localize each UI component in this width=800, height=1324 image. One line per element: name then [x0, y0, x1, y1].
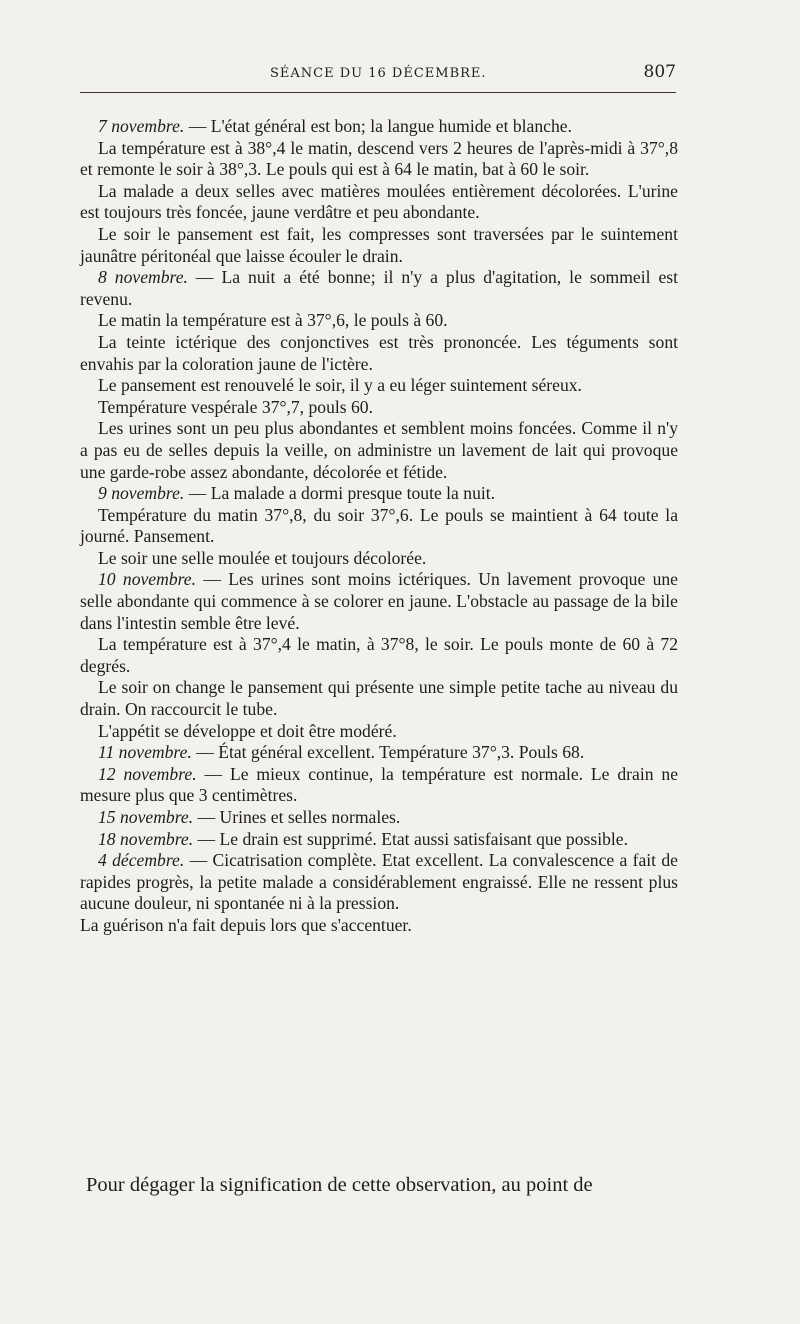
- entry-date: 8 novembre.: [98, 267, 188, 288]
- paragraph: [80, 915, 678, 937]
- paragraph-text: — La malade a dormi presque toute la nuit.: [184, 483, 496, 504]
- paragraph: [80, 267, 678, 310]
- paragraph-text: Le soir on change le pansement qui présente une simple petite tache au niveau du drain. On raccourcit le tube.: [80, 677, 678, 720]
- paragraph: [80, 138, 678, 181]
- paragraph: [80, 397, 678, 419]
- paragraph: [80, 850, 678, 915]
- paragraph-text: Température du matin 37°,8, du soir 37°,6. Le pouls se maintient à 64 toute la journé. Pansement.: [80, 504, 678, 547]
- entry-date: 10 novembre.: [98, 569, 197, 590]
- paragraph-text: La guérison n'a fait depuis lors que s'accentuer.: [80, 914, 412, 935]
- closing-line: Pour dégager la signification de cette observation, au point de: [86, 1174, 593, 1196]
- paragraph-text: La malade a deux selles avec matières moulées entièrement décolorées. L'urine est toujours très foncée, jaune verdâtre et peu abondante.: [80, 180, 678, 223]
- paragraph: [80, 634, 678, 677]
- paragraph: [80, 505, 678, 548]
- paragraph-text: Le soir le pansement est fait, les compresses sont traversées par le suintement jaunâtre péritonéal que laisse écouler le drain.: [80, 223, 678, 266]
- paragraph: [80, 721, 678, 743]
- paragraph: [80, 548, 678, 570]
- entry-date: 11 novembre.: [98, 742, 192, 763]
- page-number: 807: [643, 62, 676, 82]
- paragraph-text: — Les urines sont moins ictériques. Un lavement provoque une selle abondante qui commence à se colorer en jaune. L'obstacle au passage de la bile dans l'intestin semble être levé.: [80, 569, 678, 633]
- entry-date: 18 novembre.: [98, 828, 194, 849]
- paragraph-text: — La nuit a été bonne; il n'y a plus d'agitation, le sommeil est revenu.: [80, 267, 679, 309]
- running-header: [80, 62, 676, 93]
- paragraph-text: — Cicatrisation complète. Etat excellent. La convalescence a fait de rapides progrès, la petite malade a considérablement engraissé. Elle ne ressent plus aucune douleur, ni spontanée ni à la pression.: [80, 850, 678, 914]
- entry-date: 7 novembre.: [98, 116, 185, 136]
- entry-date: 15 novembre.: [98, 807, 194, 827]
- paragraph-text: Température vespérale 37°,7, pouls 60.: [98, 396, 373, 417]
- entry-date: 12 novembre.: [98, 763, 197, 784]
- paragraph: [80, 742, 678, 764]
- paragraph: [80, 332, 678, 375]
- paragraph-text: — État général excellent. Température 37°,3. Pouls 68.: [191, 742, 585, 763]
- paragraph-text: L'appétit se développe et doit être modéré.: [98, 720, 397, 741]
- paragraph-text: Le soir une selle moulée et toujours décolorée.: [98, 547, 427, 568]
- paragraph: [80, 569, 678, 634]
- paragraph: [80, 483, 678, 505]
- paragraph-text: La température est à 38°,4 le matin, descend vers 2 heures de l'après-midi à 37°,8 et remonte le soir à 38°,3. Le pouls qui est à 64 le matin, bat à 60 le soir.: [80, 137, 678, 180]
- paragraph-text: — Le mieux continue, la température est normale. Le drain ne mesure plus que 3 centimètres.: [80, 763, 678, 806]
- observation-text: [80, 116, 678, 937]
- paragraph: [80, 375, 678, 397]
- paragraph: [80, 677, 678, 720]
- entry-date: 9 novembre.: [98, 483, 185, 504]
- paragraph: [80, 829, 678, 851]
- paragraph-text: Les urines sont un peu plus abondantes et semblent moins foncées. Comme il n'y a pas eu de selles depuis la veille, on administre un lavement de lait qui provoque une garde-robe assez abondante, décolorée et fétide.: [80, 418, 678, 482]
- paragraph: [80, 764, 678, 807]
- paragraph: [80, 418, 678, 483]
- paragraph-text: La teinte ictérique des conjonctives est très prononcée. Les téguments sont envahis par la coloration jaune de l'ictère.: [80, 331, 678, 374]
- paragraph-text: Le pansement est renouvelé le soir, il y a eu léger suintement séreux.: [98, 375, 582, 396]
- paragraph-text: La température est à 37°,4 le matin, à 37°8, le soir. Le pouls monte de 60 à 72 degrés.: [80, 634, 678, 676]
- paragraph-text: — Urines et selles normales.: [193, 807, 401, 827]
- paragraph: [80, 310, 678, 332]
- paragraph: [80, 116, 678, 138]
- header-title: SÉANCE DU 16 DÉCEMBRE.: [270, 66, 487, 81]
- paragraph-text: Le matin la température est à 37°,6, le pouls à 60.: [98, 310, 448, 331]
- paragraph: [80, 181, 678, 224]
- paragraph: [80, 224, 678, 267]
- paragraph-text: — L'état général est bon; la langue humide et blanche.: [184, 116, 572, 136]
- entry-date: 4 décembre.: [98, 850, 185, 871]
- paragraph-text: — Le drain est supprimé. Etat aussi satisfaisant que possible.: [193, 828, 628, 849]
- paragraph: [80, 807, 678, 829]
